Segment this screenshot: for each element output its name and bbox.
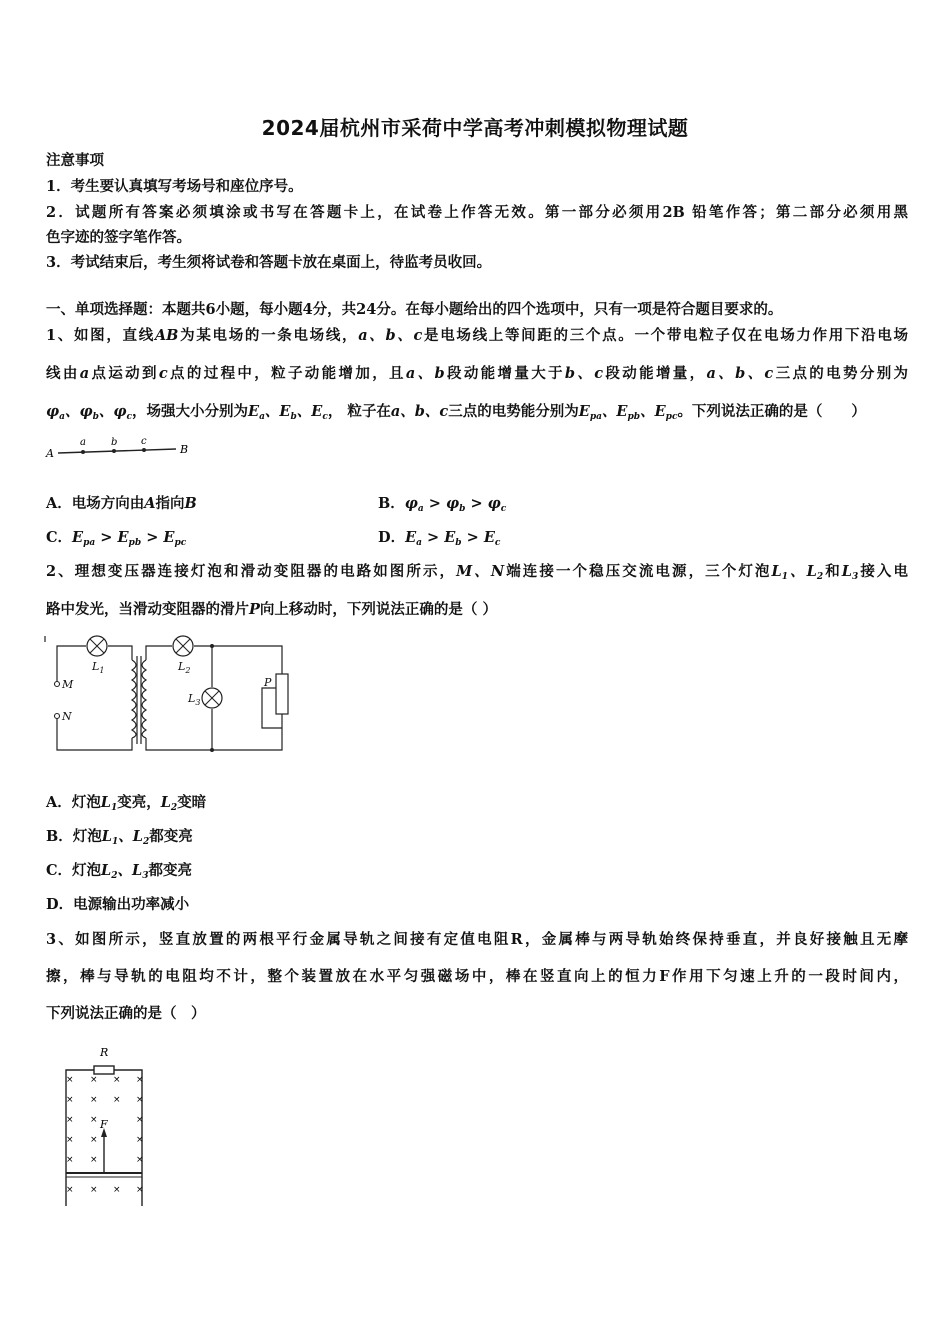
field-mark: × xyxy=(90,1135,98,1145)
field-mark: × xyxy=(90,1185,98,1195)
field-mark: × xyxy=(136,1075,144,1085)
field-mark: × xyxy=(136,1095,144,1105)
transformer-circuit-figure xyxy=(42,630,292,758)
q1-line-1: 1、如图，直线AB为某电场的一条电场线，a、b、c是电场线上等间距的三个点。一个带电粒子仅在电场力作用下沿电场 xyxy=(46,327,909,344)
point-b xyxy=(112,449,116,453)
field-mark: × xyxy=(66,1185,74,1195)
label-f: F xyxy=(100,1118,108,1131)
rheostat-body xyxy=(276,674,288,714)
field-mark: × xyxy=(136,1185,144,1195)
notice-item: 1．考生要认真填写考场号和座位序号。 xyxy=(46,178,303,195)
secondary-coil xyxy=(142,660,146,738)
field-mark: × xyxy=(113,1095,121,1105)
terminal-m xyxy=(55,682,60,687)
q2-option-d[interactable]: D．电源输出功率减小 xyxy=(46,896,190,913)
primary-wire-top xyxy=(57,646,86,682)
field-mark: × xyxy=(66,1115,74,1125)
field-mark: × xyxy=(113,1185,121,1195)
q2-line-2: 路中发光，当滑动变阻器的滑片P向上移动时，下列说法正确的是（ ） xyxy=(46,601,497,618)
q1-option-d[interactable]: D．$E_a > E_b > E_c$ xyxy=(378,529,501,548)
field-mark: × xyxy=(113,1075,121,1085)
q1-line-2: 线由a点运动到c点的过程中，粒子动能增加，且a、b段动能增量大于b、c段动能增量，a、b、c三点的电势分别为 xyxy=(46,365,909,382)
field-mark: × xyxy=(136,1115,144,1125)
q3-line-3: 下列说法正确的是（ ） xyxy=(46,1005,206,1022)
terminal-n xyxy=(55,714,60,719)
field-mark: × xyxy=(90,1095,98,1105)
label-B: B xyxy=(180,443,189,456)
point-c xyxy=(142,448,146,452)
q3-line-2: 擦，棒与导轨的电阻均不计，整个装置放在水平匀强磁场中，棒在竖直向上的恒力F作用下匀速上升的一段时间内， xyxy=(46,968,908,985)
field-mark: × xyxy=(90,1075,98,1085)
q1-option-a[interactable]: A．电场方向由A指向B xyxy=(46,495,197,512)
junction-dot xyxy=(210,748,214,752)
resistor-r xyxy=(94,1066,114,1074)
secondary-wire-top-right xyxy=(194,646,282,674)
field-mark: × xyxy=(66,1095,74,1105)
junction-dot xyxy=(210,644,214,648)
label-b: b xyxy=(111,437,118,448)
label-n: N xyxy=(62,710,72,723)
field-mark: × xyxy=(136,1135,144,1145)
label-A: A xyxy=(46,447,54,460)
notice-item: 色字迹的签字笔作答。 xyxy=(46,229,191,246)
field-mark: × xyxy=(66,1135,74,1145)
notice-item: 3．考试结束后，考生须将试卷和答题卡放在桌面上，待监考员收回。 xyxy=(46,254,492,271)
label-l3: $L_3$ xyxy=(188,692,201,707)
notice-heading: 注意事项 xyxy=(46,152,104,169)
primary-wire-top-right xyxy=(108,646,132,660)
q1-line-3: $\varphi_a$、$\varphi_b$、$\varphi_c$，场强大小分别为$E_a$、$E_b$、$E_c$， 粒子在a、b、c三点的电势能分别为$E_{pa}$、$E_{pb}$、$E_{pc}$。下列说法正确的是（ ） xyxy=(46,403,866,422)
q1-option-c[interactable]: C．$E_{pa} > E_{pb} > E_{pc}$ xyxy=(46,529,187,548)
q2-option-b[interactable]: B．灯泡$L_1$、$L_2$都变亮 xyxy=(46,828,193,847)
secondary-wire-top xyxy=(146,646,172,660)
field-line xyxy=(58,449,176,453)
label-l2: $L_2$ xyxy=(178,660,191,675)
label-p: P xyxy=(264,676,272,689)
rail-magnetic-figure xyxy=(58,1040,158,1210)
section-heading: 一、单项选择题：本题共6小题，每小题4分，共24分。在每小题给出的四个选项中，只有一项是符合题目要求的。 xyxy=(46,301,783,318)
notice-item: 2．试题所有答案必须填涂或书写在答题卡上，在试卷上作答无效。第一部分必须用2B 铅笔作答；第二部分必须用黑 xyxy=(46,204,908,221)
field-mark: × xyxy=(136,1155,144,1165)
field-mark: × xyxy=(90,1155,98,1165)
rheostat-slider-wire xyxy=(262,688,282,728)
label-r: R xyxy=(100,1046,109,1059)
field-line-figure xyxy=(44,434,194,462)
label-c: c xyxy=(141,436,147,447)
label-m: M xyxy=(62,678,74,691)
q3-line-1: 3、如图所示，竖直放置的两根平行金属导轨之间接有定值电阻R，金属棒与两导轨始终保持垂直，并良好接触且无摩 xyxy=(46,931,908,948)
q1-option-b[interactable]: B．$\varphi_a > \varphi_b > \varphi_c$ xyxy=(378,495,507,514)
field-mark: × xyxy=(66,1075,74,1085)
q2-option-a[interactable]: A．灯泡$L_1$变亮，$L_2$变暗 xyxy=(46,794,207,813)
label-l1: $L_1$ xyxy=(92,660,105,675)
field-mark: × xyxy=(66,1155,74,1165)
point-a xyxy=(81,450,85,454)
page-title: 2024届杭州市采荷中学高考冲刺模拟物理试题 xyxy=(261,116,689,140)
field-mark: × xyxy=(90,1115,98,1125)
q2-option-c[interactable]: C．灯泡$L_2$、$L_3$都变亮 xyxy=(46,862,192,881)
label-a: a xyxy=(80,437,86,448)
q2-line-1: 2、理想变压器连接灯泡和滑动变阻器的电路如图所示，M、N端连接一个稳压交流电源，三个灯泡$L_1$、$L_2$和$L_3$接入电 xyxy=(46,563,909,582)
primary-coil xyxy=(132,660,136,738)
